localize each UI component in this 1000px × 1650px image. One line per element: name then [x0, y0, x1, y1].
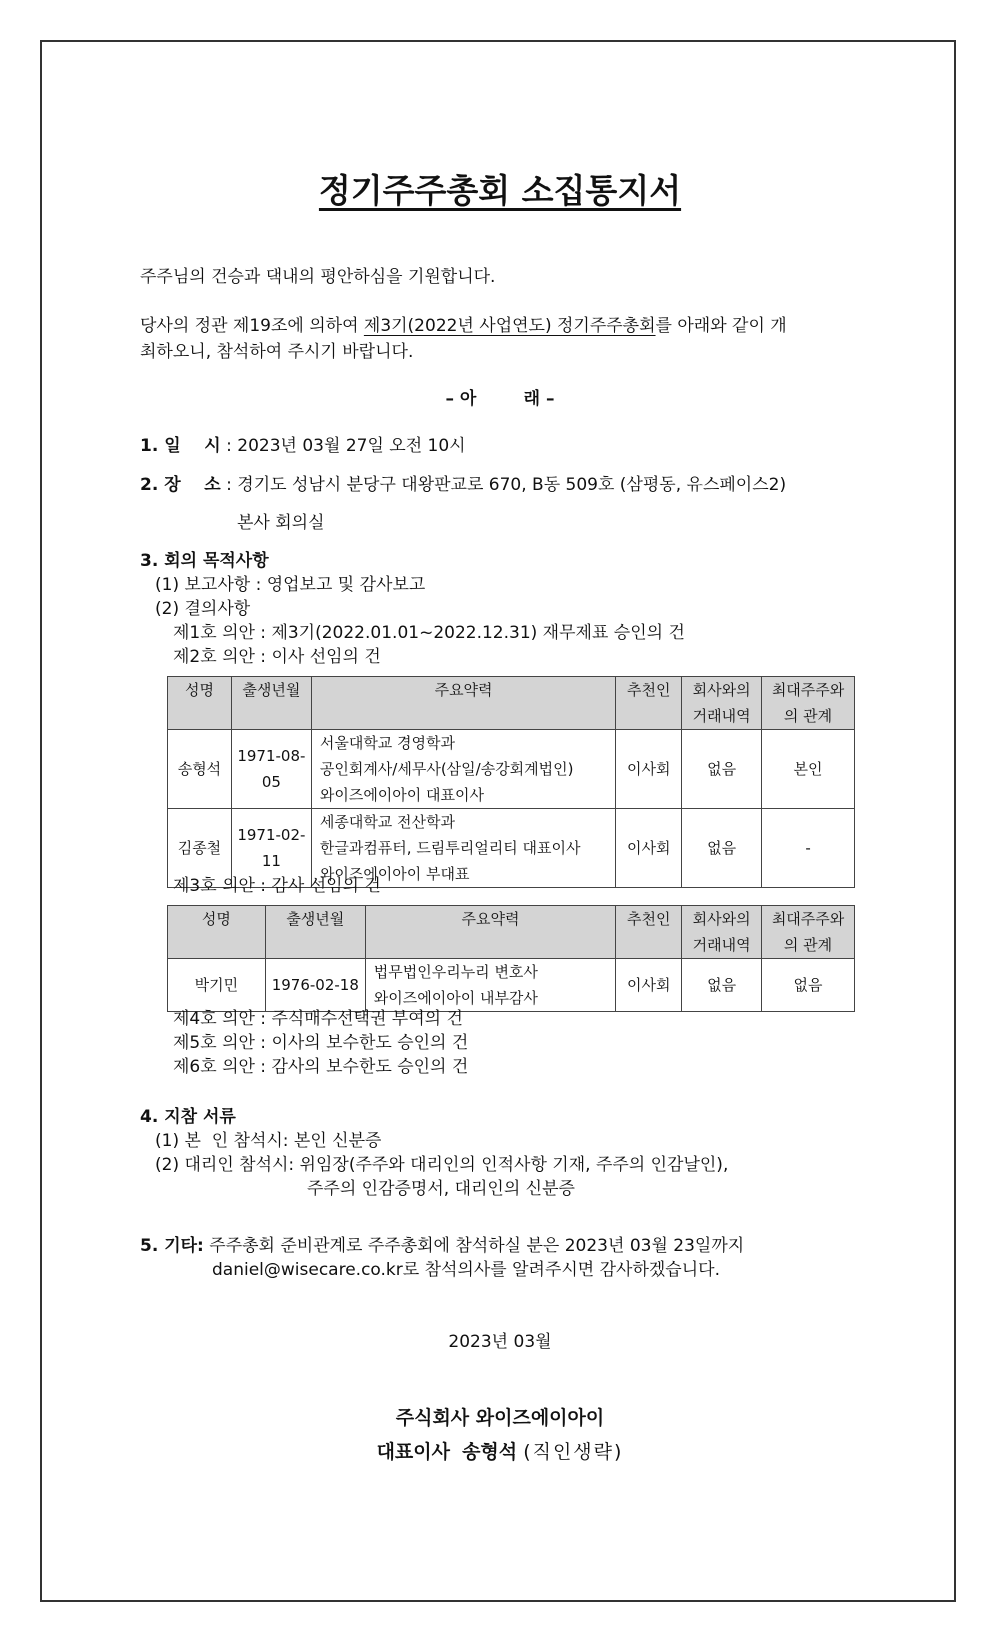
header-name: 성명: [168, 677, 232, 730]
candidate-birth: 1976-02-18: [265, 959, 365, 1012]
header-transactions: 회사와의 거래내역: [682, 677, 762, 730]
item-5-other-cont: daniel@wisecare.co.kr로 참석의사를 알려주시면 감사하겠습니다.: [212, 1260, 720, 1280]
intro-line-1: 당사의 정관 제19조에 의하여 제3기(2022년 사업연도) 정기주주총회를 아래와 같이 개: [140, 316, 787, 336]
candidate-career: 법무법인우리누리 변호사 와이즈에이아이 내부감사: [365, 959, 616, 1012]
agenda-1: 제1호 의안 : 제3기(2022.01.01~2022.12.31) 재무제표 승인의 건: [173, 623, 685, 643]
director-candidates-table: [167, 676, 855, 888]
documents-principal: (1) 본 인 참석시: 본인 신분증: [155, 1131, 382, 1151]
candidate-name: 송형석: [168, 730, 232, 809]
item-5-other: 5. 기타: 주주총회 준비관계로 주주총회에 참석하실 분은 2023년 03월 23일까지: [140, 1236, 745, 1256]
resolution-items: (2) 결의사항: [155, 599, 251, 619]
candidate-transactions: 없음: [682, 730, 762, 809]
header-career: 주요약력: [311, 677, 615, 730]
candidate-career: 세종대학교 전산학과 한글과컴퓨터, 드림투리얼리티 대표이사 와이즈에이아이 부대표: [311, 809, 615, 888]
documents-proxy: (2) 대리인 참석시: 위임장(주주와 대리인의 인적사항 기재, 주주의 인감날인),: [155, 1155, 729, 1175]
candidate-recommender: 이사회: [616, 809, 682, 888]
candidate-recommender: 이사회: [616, 959, 682, 1012]
notice-date: 2023년 03월: [448, 1332, 552, 1352]
candidate-relation: 본인: [762, 730, 855, 809]
item-2-location: 2. 장 소 : 경기도 성남시 분당구 대왕판교로 670, B동 509호 (삼평동, 유스페이스2): [140, 475, 787, 495]
header-relation: 최대주주와 의 관계: [762, 906, 855, 959]
candidate-birth: 1971-02- 11: [231, 809, 311, 888]
auditor-candidates-table: [167, 905, 855, 1012]
report-items: (1) 보고사항 : 영업보고 및 감사보고: [155, 575, 426, 595]
agenda-3: 제3호 의안 : 감사 선임의 건: [173, 876, 381, 896]
candidate-name: 김종철: [168, 809, 232, 888]
table-row: [168, 730, 855, 809]
item-2-location-room: 본사 회의실: [237, 513, 325, 533]
candidate-career: 서울대학교 경영학과 공인회계사/세무사(삼일/송강회계법인) 와이즈에이아이 대표이사: [311, 730, 615, 809]
item-1-datetime: 1. 일 시 : 2023년 03월 27일 오전 10시: [140, 436, 466, 456]
agenda-5: 제5호 의안 : 이사의 보수한도 승인의 건: [173, 1033, 469, 1053]
document-title: 정기주주총회 소집통지서: [318, 171, 682, 210]
candidate-transactions: 없음: [682, 959, 762, 1012]
company-name: 주식회사 와이즈에이아이: [395, 1407, 605, 1429]
header-relation: 최대주주와 의 관계: [762, 677, 855, 730]
candidate-birth: 1971-08- 05: [231, 730, 311, 809]
item-4-heading: 4. 지참 서류: [140, 1107, 236, 1127]
header-recommender: 추천인: [616, 906, 682, 959]
candidate-relation: 없음: [762, 959, 855, 1012]
agenda-2: 제2호 의안 : 이사 선임의 건: [173, 647, 381, 667]
intro-line-2: 최하오니, 참석하여 주시기 바랍니다.: [140, 342, 414, 362]
header-name: 성명: [168, 906, 266, 959]
candidate-recommender: 이사회: [616, 730, 682, 809]
header-recommender: 추천인: [616, 677, 682, 730]
table-header-row: [168, 677, 855, 730]
table-header-row: [168, 906, 855, 959]
agenda-6: 제6호 의안 : 감사의 보수한도 승인의 건: [173, 1057, 469, 1077]
header-birth: 출생년월: [231, 677, 311, 730]
greeting: 주주님의 건승과 댁내의 평안하심을 기원합니다.: [140, 267, 496, 287]
header-transactions: 회사와의 거래내역: [682, 906, 762, 959]
candidate-transactions: 없음: [682, 809, 762, 888]
header-career: 주요약력: [365, 906, 616, 959]
header-birth: 출생년월: [265, 906, 365, 959]
agenda-4: 제4호 의안 : 주식매수선택권 부여의 건: [173, 1009, 463, 1029]
notice-heading: – 아 래 –: [445, 389, 555, 409]
documents-proxy-cont: 주주의 인감증명서, 대리인의 신분증: [307, 1179, 575, 1199]
item-3-heading: 3. 회의 목적사항: [140, 551, 269, 571]
ceo-signature: 대표이사 송형석 (직인생략): [376, 1441, 624, 1463]
candidate-relation: -: [762, 809, 855, 888]
candidate-name: 박기민: [168, 959, 266, 1012]
